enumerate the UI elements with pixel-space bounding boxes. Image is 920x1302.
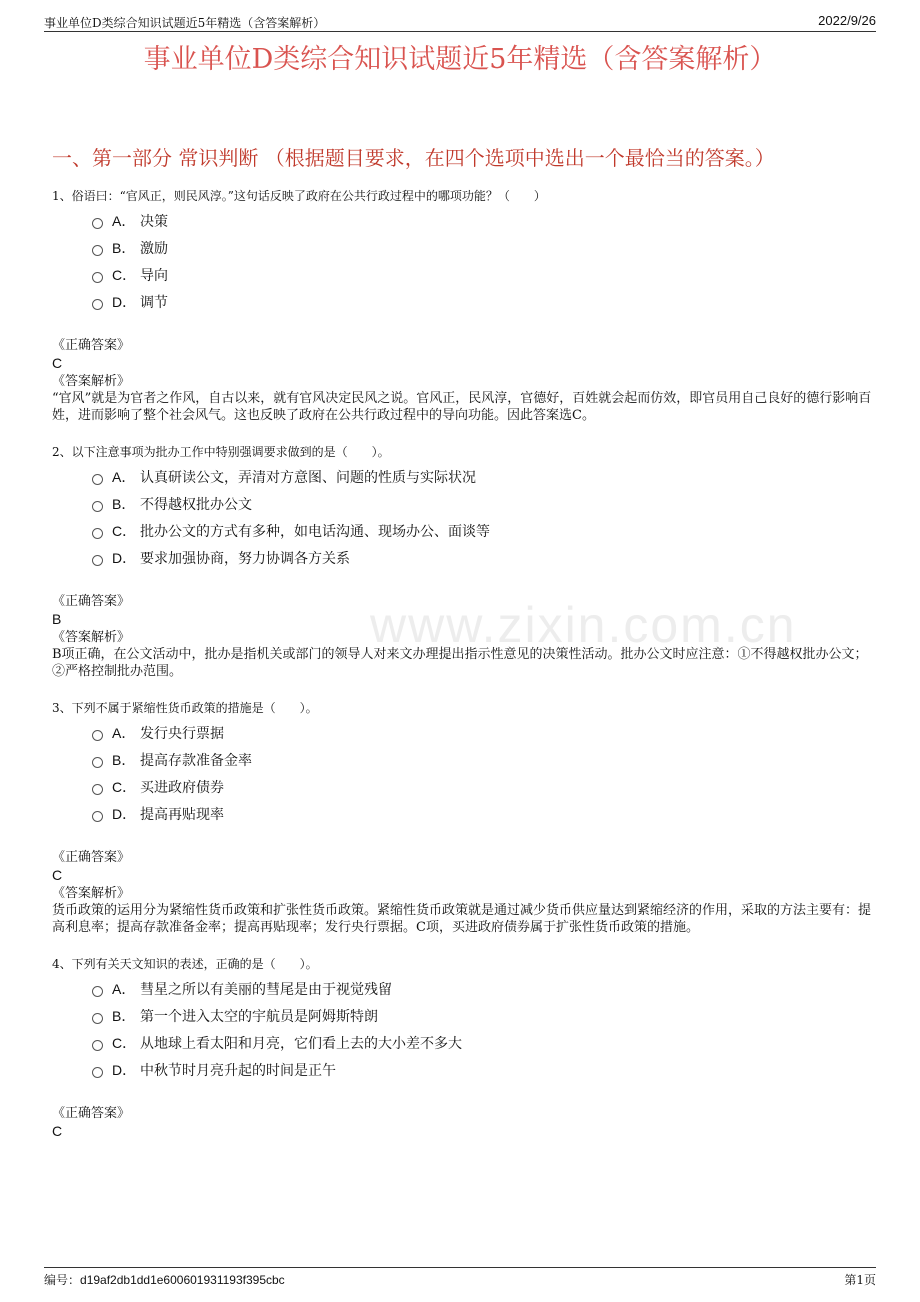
option-letter: C． [112,522,137,539]
analysis-text: “官风”就是为官者之作风，自古以来，就有官风决定民风之说。官风正，民风淳，官德好，百姓就会起而仿效，即官员用自己良好的德行影响百姓，进而影响了整个社会风气。这也反映了政府在公共行政过程中的导向功能。因此答案选C。 [52,391,872,423]
radio-icon[interactable] [92,218,103,229]
radio-icon[interactable] [92,1067,103,1078]
option-text: 批办公文的方式有多种，如电话沟通、现场办公、面谈等 [140,523,490,540]
question-4 [52,954,872,1141]
option-text: 中秋节时月亮升起的时间是正午 [140,1062,336,1079]
answer-block [52,849,872,936]
option-text: 买进政府债券 [140,779,224,796]
option-c[interactable] [92,1029,872,1056]
option-c[interactable] [92,773,872,800]
footer-code [44,1271,285,1288]
correct-answer-label: 《正确答案》 [52,594,131,609]
radio-icon[interactable] [92,757,103,768]
footer-code-value: d19af2db1dd1e600601931193f395cbc [80,1273,285,1287]
option-b[interactable] [92,234,872,261]
analysis-label: 《答案解析》 [52,374,131,389]
analysis-text: B项正确，在公文活动中，批办是指机关或部门的领导人对来文办理提出指示性意见的决策性活动。批办公文时应注意：①不得越权批办公文；②严格控制批办范围。 [52,647,868,679]
correct-answer-label: 《正确答案》 [52,1106,131,1121]
watermark: www.zixin.com.cn [370,597,797,653]
answer-block [52,1105,872,1141]
option-text: 调节 [140,294,168,311]
option-text: 从地球上看太阳和月亮，它们看上去的大小差不多大 [140,1035,462,1052]
option-letter: B． [112,495,136,512]
page-number: 第1页 [844,1273,876,1287]
question-stem: 1、俗语曰：“官风正，则民风淳。”这句话反映了政府在公共行政过程中的哪项功能？（ ） [52,189,546,203]
question-stem: 4、下列有关天文知识的表述，正确的是（ ）。 [52,957,318,971]
option-letter: D． [112,1061,137,1078]
option-d[interactable] [92,800,872,827]
option-letter: C． [112,1034,137,1051]
radio-icon[interactable] [92,528,103,539]
option-d[interactable] [92,1056,872,1083]
option-letter: C． [112,266,137,283]
option-a[interactable] [92,719,872,746]
question-1 [52,186,872,424]
option-text: 决策 [140,213,168,230]
option-a[interactable] [92,207,872,234]
option-d[interactable] [92,544,872,571]
section-heading: 一、第一部分 常识判断 （根据题目要求，在四个选项中选出一个最恰当的答案。） [52,146,775,170]
correct-answer-value: B [52,611,62,627]
question-stem: 3、下列不属于紧缩性货币政策的措施是（ ）。 [52,701,318,715]
option-a[interactable] [92,463,872,490]
radio-icon[interactable] [92,1013,103,1024]
option-list [52,719,872,827]
answer-block [52,337,872,424]
answer-block [52,593,872,680]
question-stem: 2、以下注意事项为批办工作中特别强调要求做到的是（ ）。 [52,445,390,459]
radio-icon[interactable] [92,730,103,741]
option-letter: A． [112,980,136,997]
correct-answer-value: C [52,1123,63,1139]
option-text: 提高再贴现率 [140,806,224,823]
option-text: 提高存款准备金率 [140,752,252,769]
option-letter: B． [112,239,136,256]
option-letter: B． [112,751,136,768]
radio-icon[interactable] [92,474,103,485]
radio-icon[interactable] [92,986,103,997]
option-d[interactable] [92,288,872,315]
option-c[interactable] [92,261,872,288]
option-c[interactable] [92,517,872,544]
option-list [52,975,872,1083]
analysis-label: 《答案解析》 [52,886,131,901]
option-text: 要求加强协商，努力协调各方关系 [140,550,350,567]
option-text: 激励 [140,240,168,257]
analysis-label: 《答案解析》 [52,630,131,645]
option-b[interactable] [92,490,872,517]
option-letter: B． [112,1007,136,1024]
radio-icon[interactable] [92,784,103,795]
radio-icon[interactable] [92,299,103,310]
option-text: 彗星之所以有美丽的彗尾是由于视觉残留 [140,981,392,998]
option-text: 不得越权批办公文 [140,496,252,513]
radio-icon[interactable] [92,811,103,822]
option-text: 导向 [140,267,168,284]
option-letter: A． [112,468,136,485]
option-b[interactable] [92,1002,872,1029]
radio-icon[interactable] [92,245,103,256]
header-date: 2022/9/26 [818,13,876,28]
correct-answer-value: C [52,867,63,883]
radio-icon[interactable] [92,272,103,283]
page-footer [44,1267,876,1287]
radio-icon[interactable] [92,501,103,512]
option-text: 第一个进入太空的宇航员是阿姆斯特朗 [140,1008,378,1025]
radio-icon[interactable] [92,1040,103,1051]
option-b[interactable] [92,746,872,773]
option-letter: D． [112,805,137,822]
option-letter: C． [112,778,137,795]
correct-answer-value: C [52,355,63,371]
document-title: 事业单位D类综合知识试题近5年精选（含答案解析） [143,44,777,75]
page-header [44,12,876,32]
correct-answer-label: 《正确答案》 [52,850,131,865]
option-letter: D． [112,293,137,310]
question-list [52,186,872,1159]
radio-icon[interactable] [92,555,103,566]
option-letter: A． [112,724,136,741]
analysis-text: 货币政策的运用分为紧缩性货币政策和扩张性货币政策。紧缩性货币政策就是通过减少货币供应量达到紧缩经济的作用，采取的方法主要有：提高利息率；提高存款准备金率；提高再贴现率；发行央行票据。C项，买进政府债券属于扩张性货币政策的措施。 [52,903,872,935]
question-2 [52,442,872,680]
option-text: 发行央行票据 [140,725,224,742]
question-3 [52,698,872,936]
option-letter: A． [112,212,136,229]
option-list [52,207,872,315]
footer-code-label: 编号： [44,1273,81,1287]
option-list [52,463,872,571]
header-doc-title: 事业单位D类综合知识试题近5年精选（含答案解析） [44,16,326,30]
option-a[interactable] [92,975,872,1002]
correct-answer-label: 《正确答案》 [52,338,131,353]
option-letter: D． [112,549,137,566]
option-text: 认真研读公文，弄清对方意图、问题的性质与实际状况 [140,469,476,486]
